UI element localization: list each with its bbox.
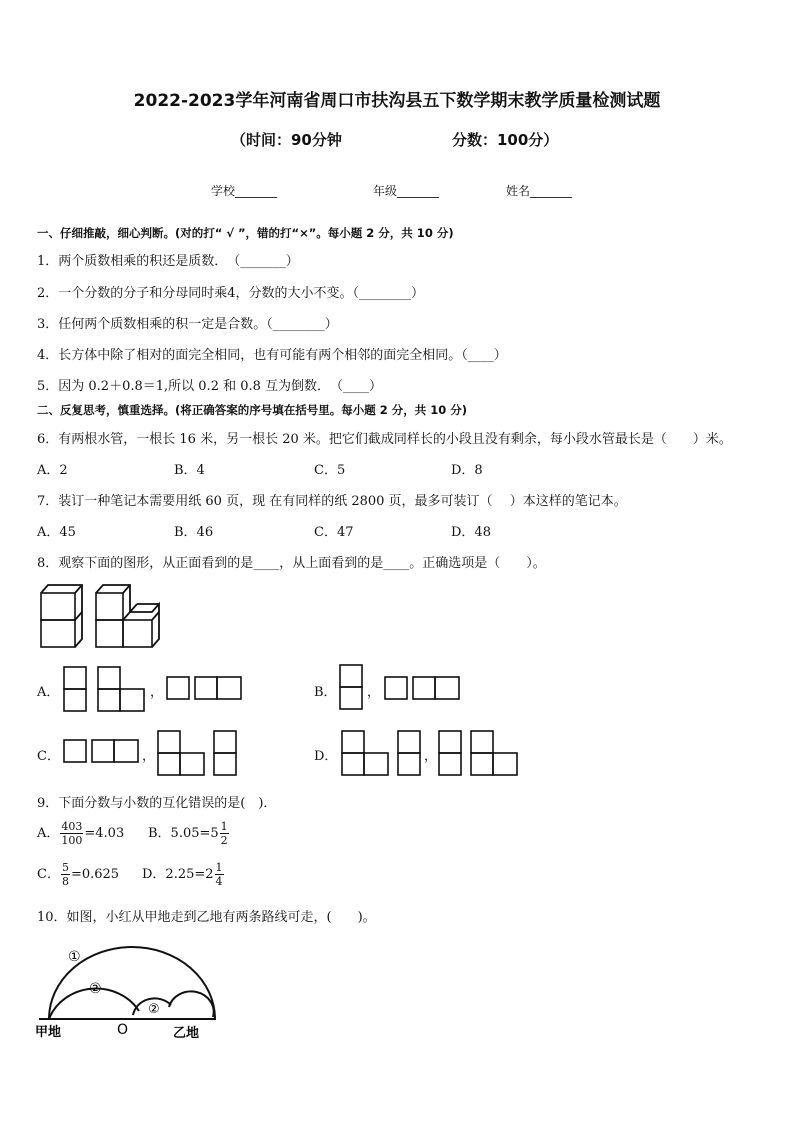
- q9-a-numerator: 403: [61, 820, 83, 833]
- q9-a-fraction: [60, 820, 83, 847]
- q8-option-a-top-views: [166, 676, 244, 702]
- q9-option-c: [37, 861, 119, 888]
- q8-cube-figure: [38, 582, 162, 650]
- q8-option-c-comma: ，: [142, 749, 156, 764]
- q6-option-c: C．5: [314, 463, 346, 478]
- route-2-label-a: ②: [89, 981, 102, 997]
- q9-a-denominator: 100: [61, 834, 83, 847]
- q8-option-c-label: C．: [37, 749, 60, 764]
- question-5: 5．因为 0.2＋0.8＝1,所以 0.2 和 0.8 互为倒数． （____）: [37, 379, 383, 394]
- question-1: 1．两个质数相乘的积还是质数． （_______）: [37, 254, 299, 269]
- q7-option-b: B．46: [174, 525, 214, 540]
- q9-c-denominator: 8: [61, 875, 69, 888]
- exam-score: 分数：100分）: [452, 131, 559, 149]
- q8-option-b-comma: ，: [367, 685, 381, 700]
- q9-a-rest: =4.03: [84, 826, 125, 841]
- q9-c-label: C．: [37, 867, 60, 882]
- q9-b-numerator: 1: [220, 820, 228, 833]
- q8-option-a-front-views: [63, 665, 147, 715]
- exam-title: 2022-2023学年河南省周口市扶沟县五下数学期末教学质量检测试题: [133, 91, 661, 111]
- route-2-label-b: ②: [148, 1002, 160, 1017]
- q6-option-a: A．2: [37, 463, 68, 478]
- school-field: 学校_______: [211, 184, 278, 198]
- route-1-label: ①: [68, 949, 81, 965]
- question-9: 9．下面分数与小数的互化错误的是( )．: [37, 796, 277, 811]
- q8-option-b-label: B．: [314, 685, 337, 700]
- q9-c-fraction: [61, 861, 70, 888]
- question-2: 2．一个分数的分子和分母同时乘4，分数的大小不变。（________）: [37, 286, 425, 301]
- q8-option-d-label: D．: [314, 749, 338, 764]
- q7-option-a: A．45: [37, 525, 76, 540]
- question-6: 6．有两根水管，一根长 16 米，另一根长 20 米。把它们截成同样长的小段且没有剩余，每小段水管最长是（ ）米。: [37, 432, 732, 447]
- center-label: O: [117, 1022, 129, 1038]
- q9-option-d: [142, 861, 225, 888]
- q8-option-b-top-views: [384, 676, 462, 702]
- q9-d-denominator: 4: [215, 875, 223, 888]
- grade-field: 年级_______: [373, 184, 440, 198]
- q8-option-a-label: A．: [37, 685, 60, 700]
- q9-d-numerator: 1: [215, 861, 223, 874]
- exam-time: （时间：90分钟: [231, 131, 342, 149]
- q6-option-b: B．4: [174, 463, 205, 478]
- q9-a-label: A．: [37, 826, 60, 841]
- q9-c-rest: =0.625: [70, 867, 120, 882]
- start-label: 甲地: [35, 1025, 62, 1040]
- q9-option-a: [37, 820, 124, 847]
- q9-c-numerator: 5: [61, 861, 69, 874]
- q8-option-d-front-views: [341, 729, 425, 779]
- section-1-heading: 一、仔细推敲，细心判断。(对的打“ √ ”，错的打“×”。每小题 2 分，共 10 分): [37, 226, 454, 240]
- route-2-small-arc-2: [169, 991, 214, 1017]
- q8-option-d-comma: ，: [424, 749, 438, 764]
- end-label: 乙地: [173, 1026, 200, 1041]
- q7-option-d: D．48: [451, 525, 491, 540]
- name-field: 姓名_______: [506, 184, 573, 198]
- q9-b-fraction: [220, 820, 229, 847]
- q8-option-b-front-view: [339, 664, 365, 714]
- q9-option-b: [148, 820, 230, 847]
- q7-option-c: C．47: [314, 525, 354, 540]
- q8-option-a-comma: ，: [150, 685, 164, 700]
- question-7: 7．装订一种笔记本需要用纸 60 页，现 在有同样的纸 2800 页，最多可装订（ ）本这样的笔记本。: [37, 494, 627, 509]
- q9-d-label: D．2.25=2: [142, 867, 214, 882]
- q8-option-c-top-views: [63, 739, 141, 765]
- q9-b-denominator: 2: [220, 834, 228, 847]
- question-8: 8．观察下面的图形，从正面看到的是____，从上面看到的是____。正确选项是（ ）。: [37, 556, 546, 571]
- q8-option-d-second-views: [438, 729, 522, 779]
- question-3: 3．任何两个质数相乘的积一定是合数。（________）: [37, 317, 338, 332]
- q9-d-fraction: [215, 861, 224, 888]
- q8-option-c-front-views: [157, 729, 241, 779]
- question-10: 10．如图，小红从甲地走到乙地有两条路线可走，( )。: [37, 910, 376, 925]
- question-4: 4．长方体中除了相对的面完全相同，也有可能有两个相邻的面完全相同。（____）: [37, 348, 507, 363]
- q6-option-d: D．8: [451, 463, 483, 478]
- q9-b-label: B．5.05=5: [148, 826, 219, 841]
- section-2-heading: 二、反复思考，慎重选择。(将正确答案的序号填在括号里。每小题 2 分，共 10 分): [37, 403, 468, 417]
- q10-route-figure: [33, 945, 223, 1045]
